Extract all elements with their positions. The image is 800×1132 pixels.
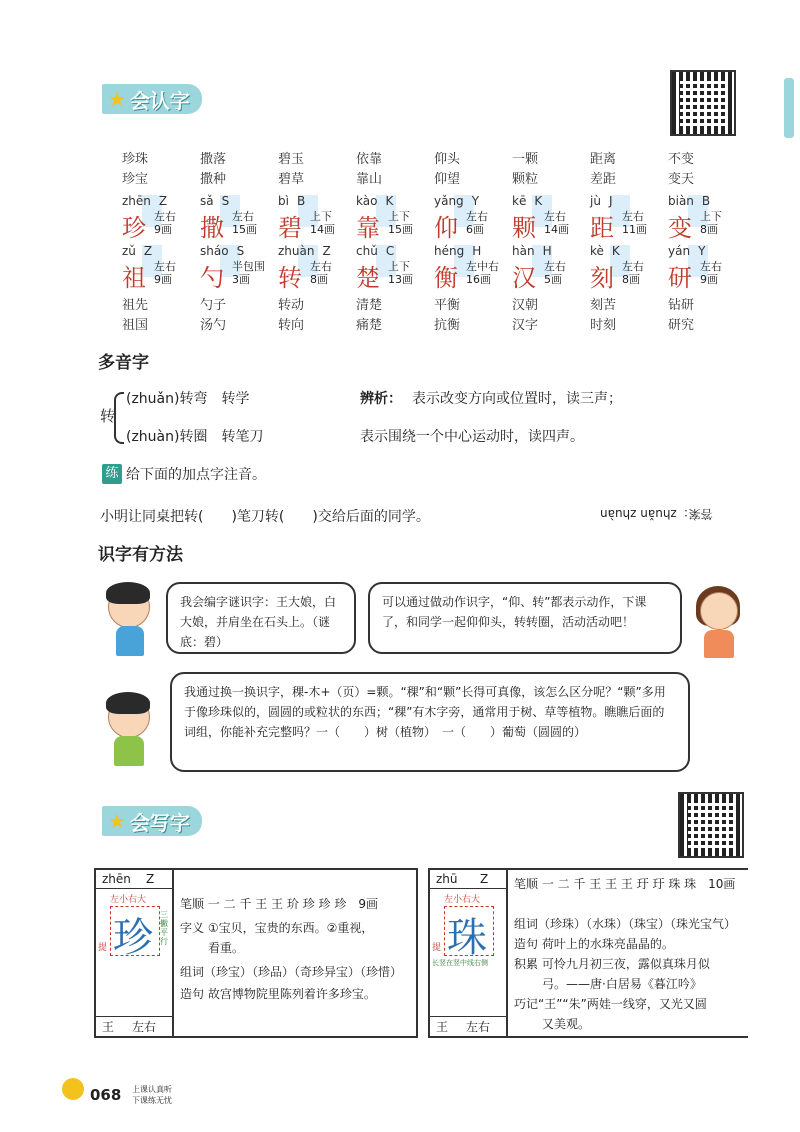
divider [430,888,506,889]
structure-info: 上下 8画 [700,210,722,236]
card-line: 组词（珍宝）（珍品）（奇珍异宝）（珍惜） [180,965,403,979]
analysis-label: 辨析： [360,391,402,407]
structure-info: 左右 5画 [544,260,566,286]
vocab-word: 距离 [590,152,617,167]
mascot-icon [62,1078,84,1100]
analysis-line-2: 表示围绕一个中心运动时，读四声。 [360,429,584,445]
card-line: 又美观。 [542,1017,591,1031]
structure-info: 左右 9画 [154,260,176,286]
character: 仰 [434,214,458,242]
vocab-word: 变天 [668,172,695,187]
vocab-word: 痛楚 [356,318,383,333]
character: 转 [278,264,302,292]
vocab-word: 抗衡 [434,318,461,333]
method-heading: 识字有方法 [98,545,183,565]
char-card [502,244,582,292]
polyphone-heading: 多音字 [98,353,149,373]
structure-info: 上下 14画 [310,210,335,236]
char-grid [96,870,174,1036]
char-card [346,194,426,242]
vocab-word: 清楚 [356,298,383,313]
card-line: 字义 ①宝贝，宝贵的东西。②重视， [180,921,374,935]
star-icon: ★ [108,809,126,833]
card-line: 看重。 [208,941,245,955]
brace [114,392,124,444]
pinyin: héng H [434,244,482,258]
qr-code-icon[interactable] [670,70,736,136]
vocab-word: 仰望 [434,172,461,187]
character: 变 [668,214,692,242]
pinyin: bì B [278,194,306,208]
card-line: 弓。——唐·白居易《暮江吟》 [542,977,702,991]
section-title: 会认字 [129,88,190,113]
vocab-word: 靠山 [356,172,383,187]
divider-2 [430,1016,506,1017]
pinyin: hàn H [512,244,552,258]
slogan-2: 下课练无忧 [132,1096,172,1105]
vocab-word: 撒种 [200,172,227,187]
boy-illustration-2 [98,690,162,770]
stroke-note: 提 [432,943,442,953]
pinyin: biàn B [668,194,711,208]
structure-info: 左右 9画 [700,260,722,286]
pinyin: sǎ S [200,194,230,208]
pinyin: jù J [590,194,613,208]
structure-info: 左右 6画 [466,210,488,236]
speech-bubble-action: 可以通过做动作识字，“仰、转”都表示动作，下课了，和同学一起仰仰头，转转圈，活动活动吧！ [368,582,682,654]
writing-card-2 [428,868,748,1038]
character: 颗 [512,214,536,242]
card-cap: Z [146,872,155,886]
structure-info: 左右 9画 [154,210,176,236]
section-title-2: 会写字 [129,810,190,835]
vocab-word: 颗粒 [512,172,539,187]
structure-info: 左右 11画 [622,210,647,236]
slogan-1: 上课认真听 [132,1085,172,1094]
stroke-note-2: 长竖在竖中线右侧 [432,959,488,967]
vocab-word: 珍宝 [122,172,149,187]
pinyin: chǔ C [356,244,395,258]
character: 撒 [200,214,224,242]
vocab-word: 时刻 [590,318,617,333]
character: 汉 [512,264,536,292]
divider-2 [96,1016,172,1017]
vocab-word: 祖国 [122,318,149,333]
polyphone-reading-2: (zhuàn)转圈 转笔刀 [126,429,264,445]
structure: 左右 [132,1020,157,1034]
char-card [268,244,348,292]
character: 碧 [278,214,302,242]
section-banner-recognize [102,84,202,114]
girl-illustration [690,584,750,664]
char-grid-2 [430,870,508,1036]
analysis-line-1: 表示改变方向或位置时，读三声； [412,391,622,407]
structure-info: 左右 8画 [310,260,332,286]
char-card [658,194,738,242]
vocab-word: 转向 [278,318,305,333]
vocab-word: 平衡 [434,298,461,313]
vocab-word: 差距 [590,172,617,187]
card-line: 组词（珍珠）（水珠）（珠宝）（珠光宝气） [514,917,737,931]
card-line: 笔顺 一 二 千 王 王 玠 珍 珍 珍 9画 [180,897,378,911]
polyphone-char: 转 [100,407,116,425]
vocab-word: 祖先 [122,298,149,313]
card-pinyin: zhēn [102,872,131,886]
structure-info: 上下 15画 [388,210,413,236]
vocab-word: 撒落 [200,152,227,167]
char-card [190,244,270,292]
vocab-word: 汤勺 [200,318,227,333]
card-line: 造句 荷叶上的水珠亮晶晶的。 [514,937,674,951]
vocab-word: 汉朝 [512,298,539,313]
radical: 王 [436,1020,449,1034]
structure-info: 左右 8画 [622,260,644,286]
page-number: 068 [90,1086,122,1104]
char-card [424,194,504,242]
stroke-note-2: 三撇平行 [160,910,168,946]
qr-code-icon-2[interactable] [678,792,744,858]
char-card [112,244,192,292]
structure-info: 上下 13画 [388,260,413,286]
vocab-word: 仰头 [434,152,461,167]
vocab-word: 碧玉 [278,152,305,167]
structure-info: 左中右 16画 [466,260,499,286]
writing-card-1 [94,868,418,1038]
character: 距 [590,214,614,242]
char-card [658,244,738,292]
character: 勺 [200,264,224,292]
vocab-word: 汉字 [512,318,539,333]
pinyin: zǔ Z [122,244,153,258]
card-pinyin: zhū [436,872,458,886]
vocab-word: 刻苦 [590,298,617,313]
structure-tag: 左小右大 [444,895,481,905]
character: 衡 [434,264,458,292]
model-char: 珍 [113,915,153,961]
structure: 左右 [466,1020,491,1034]
side-tab [784,78,794,138]
structure-info: 左右 15画 [232,210,257,236]
pinyin: kào K [356,194,394,208]
radical: 王 [102,1020,115,1034]
vocab-word: 勺子 [200,298,227,313]
practice-badge: 练 [102,464,122,484]
divider [96,888,172,889]
pinyin: yán Y [668,244,706,258]
char-card [346,244,426,292]
card-line: 笔顺 一 二 千 王 王 王 玗 玗 珠 珠 10画 [514,877,736,891]
speech-bubble-swap: 我通过换一换识字，稞-木+（页）=颗。“稞”和“颗”长得可真像，该怎么区分呢？“颗”多用于像珍珠似的，圆圆的或粒状的东西；“稞”有木字旁，通常用于树、草等植物。瞧瞧后面的词组，你能补充完整吗？一（ ）树（植物） 一（ ）葡萄（圆圆的） [170,672,690,772]
practice-title: 给下面的加点字注音。 [126,467,266,483]
char-card [268,194,348,242]
char-card [190,194,270,242]
pinyin: zhēn Z [122,194,168,208]
vocab-word: 一颗 [512,152,539,167]
vocab-word: 珍珠 [122,152,149,167]
vocab-word: 研究 [668,318,695,333]
model-char: 珠 [447,915,487,961]
stroke-note: 提 [98,943,108,953]
character: 研 [668,264,692,292]
character: 楚 [356,264,380,292]
structure-tag: 左小右大 [110,895,147,905]
character: 靠 [356,214,380,242]
card-line: 积累 可怜九月初三夜，露似真珠月似 [514,957,710,971]
card-cap: Z [480,872,489,886]
char-card [580,244,660,292]
vocab-word: 不变 [668,152,695,167]
star-icon: ★ [108,87,126,111]
upside-down-answer: 答案：zhuǎn zhuàn [600,507,713,521]
vocab-word: 碧草 [278,172,305,187]
vocab-word: 依靠 [356,152,383,167]
section-banner-write [102,806,202,836]
pinyin: zhuàn Z [278,244,331,258]
card-line: 造句 故宫博物院里陈列着许多珍宝。 [180,987,376,1001]
character: 刻 [590,264,614,292]
character: 祖 [122,264,146,292]
card-line: 巧记“王”“朱”两娃一线穿，又光又圆 [514,997,707,1011]
structure-info: 半包围 3画 [232,260,265,286]
speech-bubble-riddle: 我会编字谜识字：王大娘，白大娘，并肩坐在石头上。（谜底：碧） [166,582,356,654]
char-card [424,244,504,292]
pinyin: yǎng Y [434,194,480,208]
vocab-word: 钻研 [668,298,695,313]
char-card [112,194,192,242]
char-card [502,194,582,242]
polyphone-reading-1: (zhuǎn)转弯 转学 [126,391,250,407]
practice-sentence: 小明让同桌把转( )笔刀转( )交给后面的同学。 [100,509,430,525]
pinyin: kè K [590,244,620,258]
character: 珍 [122,214,146,242]
pinyin: kē K [512,194,543,208]
char-card [580,194,660,242]
structure-info: 左右 14画 [544,210,569,236]
pinyin: sháo S [200,244,245,258]
boy-illustration [100,580,160,660]
vocab-word: 转动 [278,298,305,313]
